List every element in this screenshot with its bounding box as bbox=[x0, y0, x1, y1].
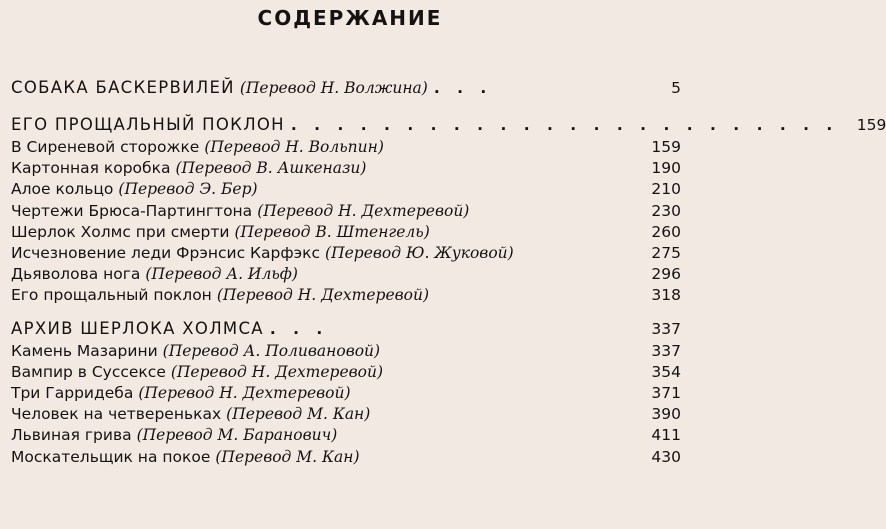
entry-title: Исчезновение леди Фрэнсис Карфэкс bbox=[11, 244, 321, 263]
entry-translator: (Перевод М. Кан) bbox=[226, 405, 371, 424]
entry-translator: (Перевод Н. Дехтеревой) bbox=[216, 286, 429, 305]
toc-entry[interactable] bbox=[11, 264, 681, 285]
entry-title: Чертежи Брюса-Партингтона bbox=[11, 201, 253, 220]
toc-entry[interactable] bbox=[11, 404, 681, 425]
page-number: 296 bbox=[651, 265, 681, 284]
entry-title: Картонная коробка bbox=[11, 159, 171, 178]
page-number: 275 bbox=[651, 244, 681, 263]
section-translator: (Перевод Н. Волжина) bbox=[239, 79, 428, 97]
section-title: ЕГО ПРОЩАЛЬНЫЙ ПОКЛОН bbox=[11, 115, 285, 134]
page-number: 371 bbox=[651, 384, 681, 403]
entry-title: Человек на четвереньках bbox=[11, 405, 222, 424]
entry-translator: (Перевод Н. Вольпин) bbox=[204, 138, 384, 156]
entry-translator: (Перевод Э. Бер) bbox=[118, 180, 258, 199]
entry-title: В Сиреневой сторожке bbox=[11, 138, 200, 156]
toc-entry[interactable] bbox=[11, 285, 681, 306]
page-number: 260 bbox=[651, 222, 681, 241]
toc-section-archive[interactable] bbox=[11, 317, 681, 341]
page-number: 5 bbox=[671, 79, 681, 97]
page-number: 337 bbox=[651, 319, 681, 338]
section-title: СОБАКА БАСКЕРВИЛЕЙ bbox=[11, 78, 235, 97]
entry-title: Камень Мазарини bbox=[11, 341, 158, 360]
entry-translator: (Перевод Ю. Жуковой) bbox=[325, 244, 514, 263]
page-number: 159 bbox=[651, 138, 681, 156]
entry-translator: (Перевод М. Кан) bbox=[215, 447, 360, 466]
page-title: СОДЕРЖАНИЕ bbox=[257, 6, 443, 30]
entry-title: Львиная грива bbox=[11, 426, 132, 445]
entry-title: Дьяволова нога bbox=[11, 265, 141, 284]
toc-entry[interactable] bbox=[11, 383, 681, 404]
page-number: 318 bbox=[651, 286, 681, 305]
page-number: 230 bbox=[651, 201, 681, 220]
page-number: 190 bbox=[651, 159, 681, 178]
toc-section-bow[interactable] bbox=[11, 113, 886, 137]
toc-entry[interactable] bbox=[11, 158, 681, 179]
dot-leader: . . . . . . . . . . . . . . . . . . . . . . . . bbox=[290, 116, 839, 134]
page-number: 390 bbox=[651, 405, 681, 424]
page-number: 337 bbox=[651, 341, 681, 360]
page-number: 430 bbox=[651, 447, 681, 466]
toc-entry[interactable] bbox=[11, 447, 681, 468]
toc-entry[interactable] bbox=[11, 341, 681, 362]
dot-leader: . . . bbox=[269, 319, 329, 338]
entry-translator: (Перевод Н. Дехтеревой) bbox=[138, 384, 351, 403]
page-number: 354 bbox=[651, 362, 681, 381]
entry-translator: (Перевод А. Поливановой) bbox=[162, 341, 381, 360]
dot-leader: . . . bbox=[433, 79, 493, 97]
toc-section-hound[interactable] bbox=[11, 76, 681, 100]
toc-entry[interactable] bbox=[11, 243, 681, 264]
page-number: 411 bbox=[651, 426, 681, 445]
table-of-contents bbox=[11, 76, 886, 468]
entry-title: Его прощальный поклон bbox=[11, 286, 212, 305]
entry-translator: (Перевод В. Штенгель) bbox=[234, 222, 430, 241]
page-number: 159 bbox=[856, 116, 886, 134]
toc-entry[interactable] bbox=[11, 362, 681, 383]
entry-title: Три Гарридеба bbox=[11, 384, 134, 403]
entry-title: Алое кольцо bbox=[11, 180, 114, 199]
entry-title: Шерлок Холмс при смерти bbox=[11, 222, 230, 241]
toc-entry[interactable] bbox=[11, 179, 681, 200]
entry-title: Вампир в Суссексе bbox=[11, 362, 166, 381]
toc-entry[interactable] bbox=[11, 201, 681, 222]
entry-translator: (Перевод А. Ильф) bbox=[145, 265, 298, 284]
entry-title: Москательщик на покое bbox=[11, 447, 211, 466]
section-title: АРХИВ ШЕРЛОКА ХОЛМСА bbox=[11, 318, 264, 338]
entry-translator: (Перевод М. Баранович) bbox=[136, 426, 338, 445]
page-number: 210 bbox=[651, 180, 681, 199]
toc-entry[interactable] bbox=[11, 425, 681, 446]
entry-translator: (Перевод Н. Дехтеревой) bbox=[170, 362, 384, 381]
entry-translator: (Перевод В. Ашкенази) bbox=[175, 159, 367, 178]
entry-translator: (Перевод Н. Дехтеревой) bbox=[257, 201, 470, 220]
toc-entry[interactable] bbox=[11, 137, 681, 158]
toc-entry[interactable] bbox=[11, 222, 681, 243]
